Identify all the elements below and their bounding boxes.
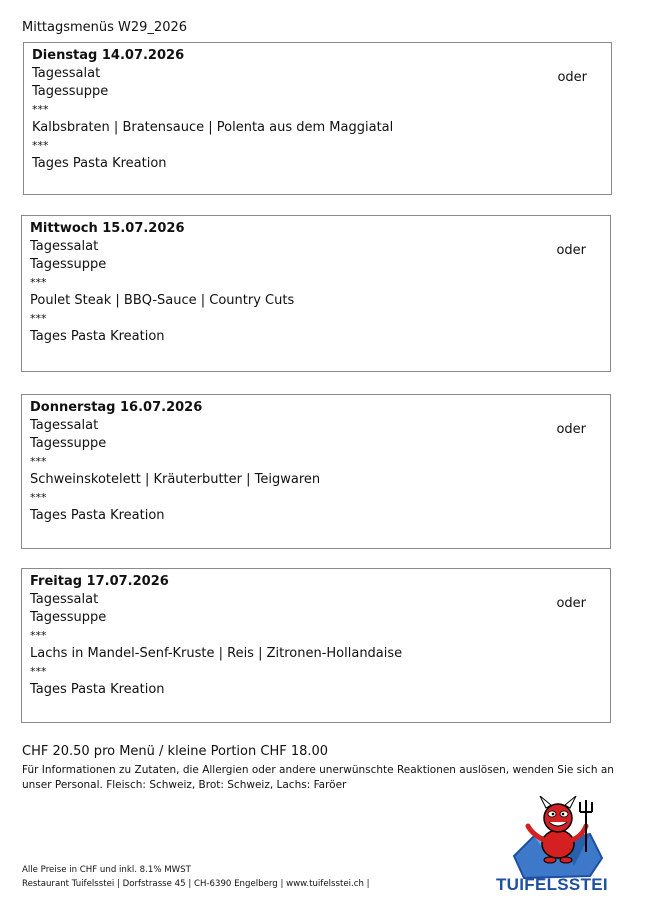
soup-line: Tagessuppe [30, 436, 107, 451]
soup-line: Tagessuppe [30, 610, 107, 625]
main-dish: Schweinskotelett | Kräuterbutter | Teigwaren [30, 472, 321, 487]
day-title: Freitag 17.07.2026 [30, 574, 169, 589]
or-label: oder [557, 70, 587, 85]
day-card-wednesday [21, 215, 611, 372]
or-label: oder [556, 422, 586, 437]
separator: *** [32, 103, 49, 116]
day-card-friday [21, 568, 611, 723]
pasta-line: Tages Pasta Kreation [30, 508, 165, 523]
page-title: Mittagsmenüs W29_2026 [22, 20, 188, 35]
main-dish: Lachs in Mandel-Senf-Kruste | Reis | Zitronen-Hollandaise [30, 646, 403, 661]
allergen-info: Für Informationen zu Zutaten, die Allergien oder andere unerwünschte Reaktionen auslösen, wenden Sie sich an unser Personal. Fleisch: Schweiz, Brot: Schweiz, Lachs: Faröer [22, 764, 614, 791]
day-card-tuesday [23, 42, 612, 195]
pasta-line: Tages Pasta Kreation [30, 682, 165, 697]
or-label: oder [556, 596, 586, 611]
pasta-line: Tages Pasta Kreation [32, 156, 167, 171]
separator: *** [30, 629, 47, 642]
separator: *** [30, 491, 47, 504]
salad-line: Tagessalat [30, 418, 99, 433]
salad-line: Tagessalat [30, 239, 99, 254]
separator: *** [32, 139, 49, 152]
footer-address: Restaurant Tuifelsstei | Dorfstrasse 45 | CH-6390 Engelberg | www.tuifelsstei.ch | [22, 879, 370, 889]
day-title: Donnerstag 16.07.2026 [30, 400, 203, 415]
soup-line: Tagessuppe [30, 257, 107, 272]
pasta-line: Tages Pasta Kreation [30, 329, 165, 344]
day-title: Dienstag 14.07.2026 [32, 48, 185, 63]
separator: *** [30, 276, 47, 289]
footer-vat-note: Alle Preise in CHF und inkl. 8.1% MWST [22, 865, 191, 875]
day-title: Mittwoch 15.07.2026 [30, 221, 185, 236]
main-dish: Kalbsbraten | Bratensauce | Polenta aus dem Maggiatal [32, 120, 394, 135]
salad-line: Tagessalat [30, 592, 99, 607]
salad-line: Tagessalat [32, 66, 101, 81]
soup-line: Tagessuppe [32, 84, 109, 99]
separator: *** [30, 312, 47, 325]
separator: *** [30, 665, 47, 678]
main-dish: Poulet Steak | BBQ-Sauce | Country Cuts [30, 293, 295, 308]
price-line: CHF 20.50 pro Menü / kleine Portion CHF 18.00 [22, 744, 329, 759]
day-card-thursday [21, 394, 611, 549]
separator: *** [30, 455, 47, 468]
logo-wordmark: TUIFELSSTEI [496, 875, 608, 894]
or-label: oder [556, 243, 586, 258]
